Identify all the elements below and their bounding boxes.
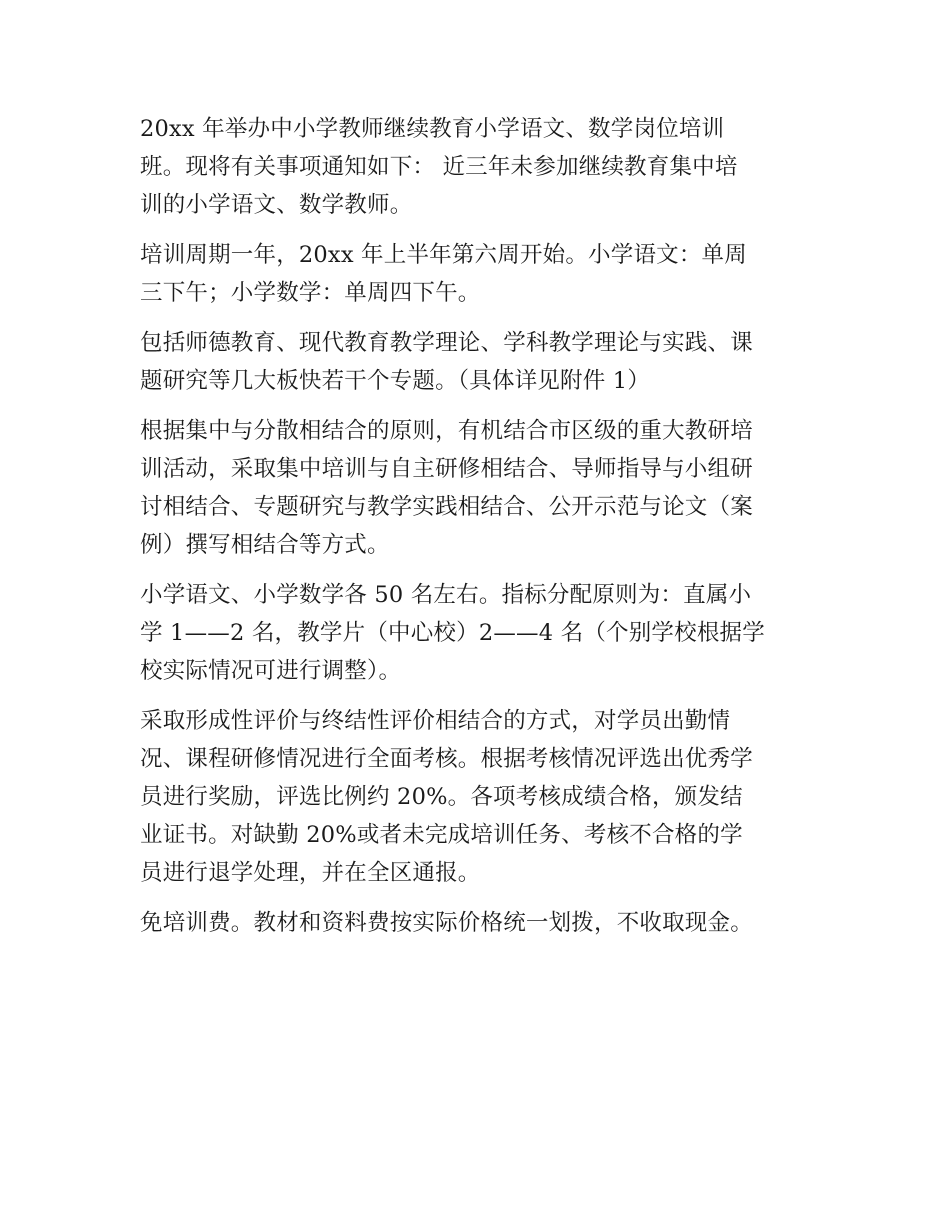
text-line: 小学语文、小学数学各 50 名左右。指标分配原则为：直属小	[140, 582, 752, 608]
text-line: 班。现将有关事项通知如下： 近三年未参加继续教育集中培	[140, 154, 738, 180]
paragraph-assessment	[140, 702, 820, 892]
text-line: 训的小学语文、数学教师。	[140, 192, 413, 218]
text-line: 采取形成性评价与终结性评价相结合的方式，对学员出勤情	[140, 708, 731, 734]
text-line: 讨相结合、专题研究与教学实践相结合、公开示范与论文（案	[140, 494, 753, 520]
paragraph-training-period	[140, 236, 820, 312]
text-line: 员进行退学处理，并在全区通报。	[140, 860, 481, 886]
paragraph-notice-intro	[140, 110, 820, 224]
text-line: 业证书。对缺勤 20%或者未完成培训任务、考核不合格的学	[140, 822, 743, 848]
text-line: 例）撰写相结合等方式。	[140, 532, 390, 558]
document-body	[140, 110, 820, 954]
paragraph-quota	[140, 576, 820, 690]
text-line: 学 1——2 名，教学片（中心校）2——4 名（个别学校根据学	[140, 620, 765, 646]
text-line: 免培训费。教材和资料费按实际价格统一划拨，不收取现金。	[140, 910, 753, 936]
text-line: 题研究等几大板快若干个专题。（具体详见附件 1）	[140, 368, 651, 394]
text-line: 包括师德教育、现代教育教学理论、学科教学理论与实践、课	[140, 330, 753, 356]
text-line: 校实际情况可进行调整）。	[140, 658, 402, 684]
text-line: 三下午；小学数学：单周四下午。	[140, 280, 481, 306]
text-line: 训活动，采取集中培训与自主研修相结合、导师指导与小组研	[140, 456, 753, 482]
paragraph-fees	[140, 904, 820, 942]
text-line: 培训周期一年，20xx 年上半年第六周开始。小学语文：单周	[140, 242, 747, 268]
text-line: 况、课程研修情况进行全面考核。根据考核情况评选出优秀学	[140, 746, 753, 772]
text-line: 根据集中与分散相结合的原则，有机结合市区级的重大教研培	[140, 418, 753, 444]
text-line: 员进行奖励，评选比例约 20%。各项考核成绩合格，颁发结	[140, 784, 743, 810]
paragraph-training-method	[140, 412, 820, 564]
paragraph-training-content	[140, 324, 820, 400]
text-line: 20xx 年举办中小学教师继续教育小学语文、数学岗位培训	[140, 116, 725, 142]
